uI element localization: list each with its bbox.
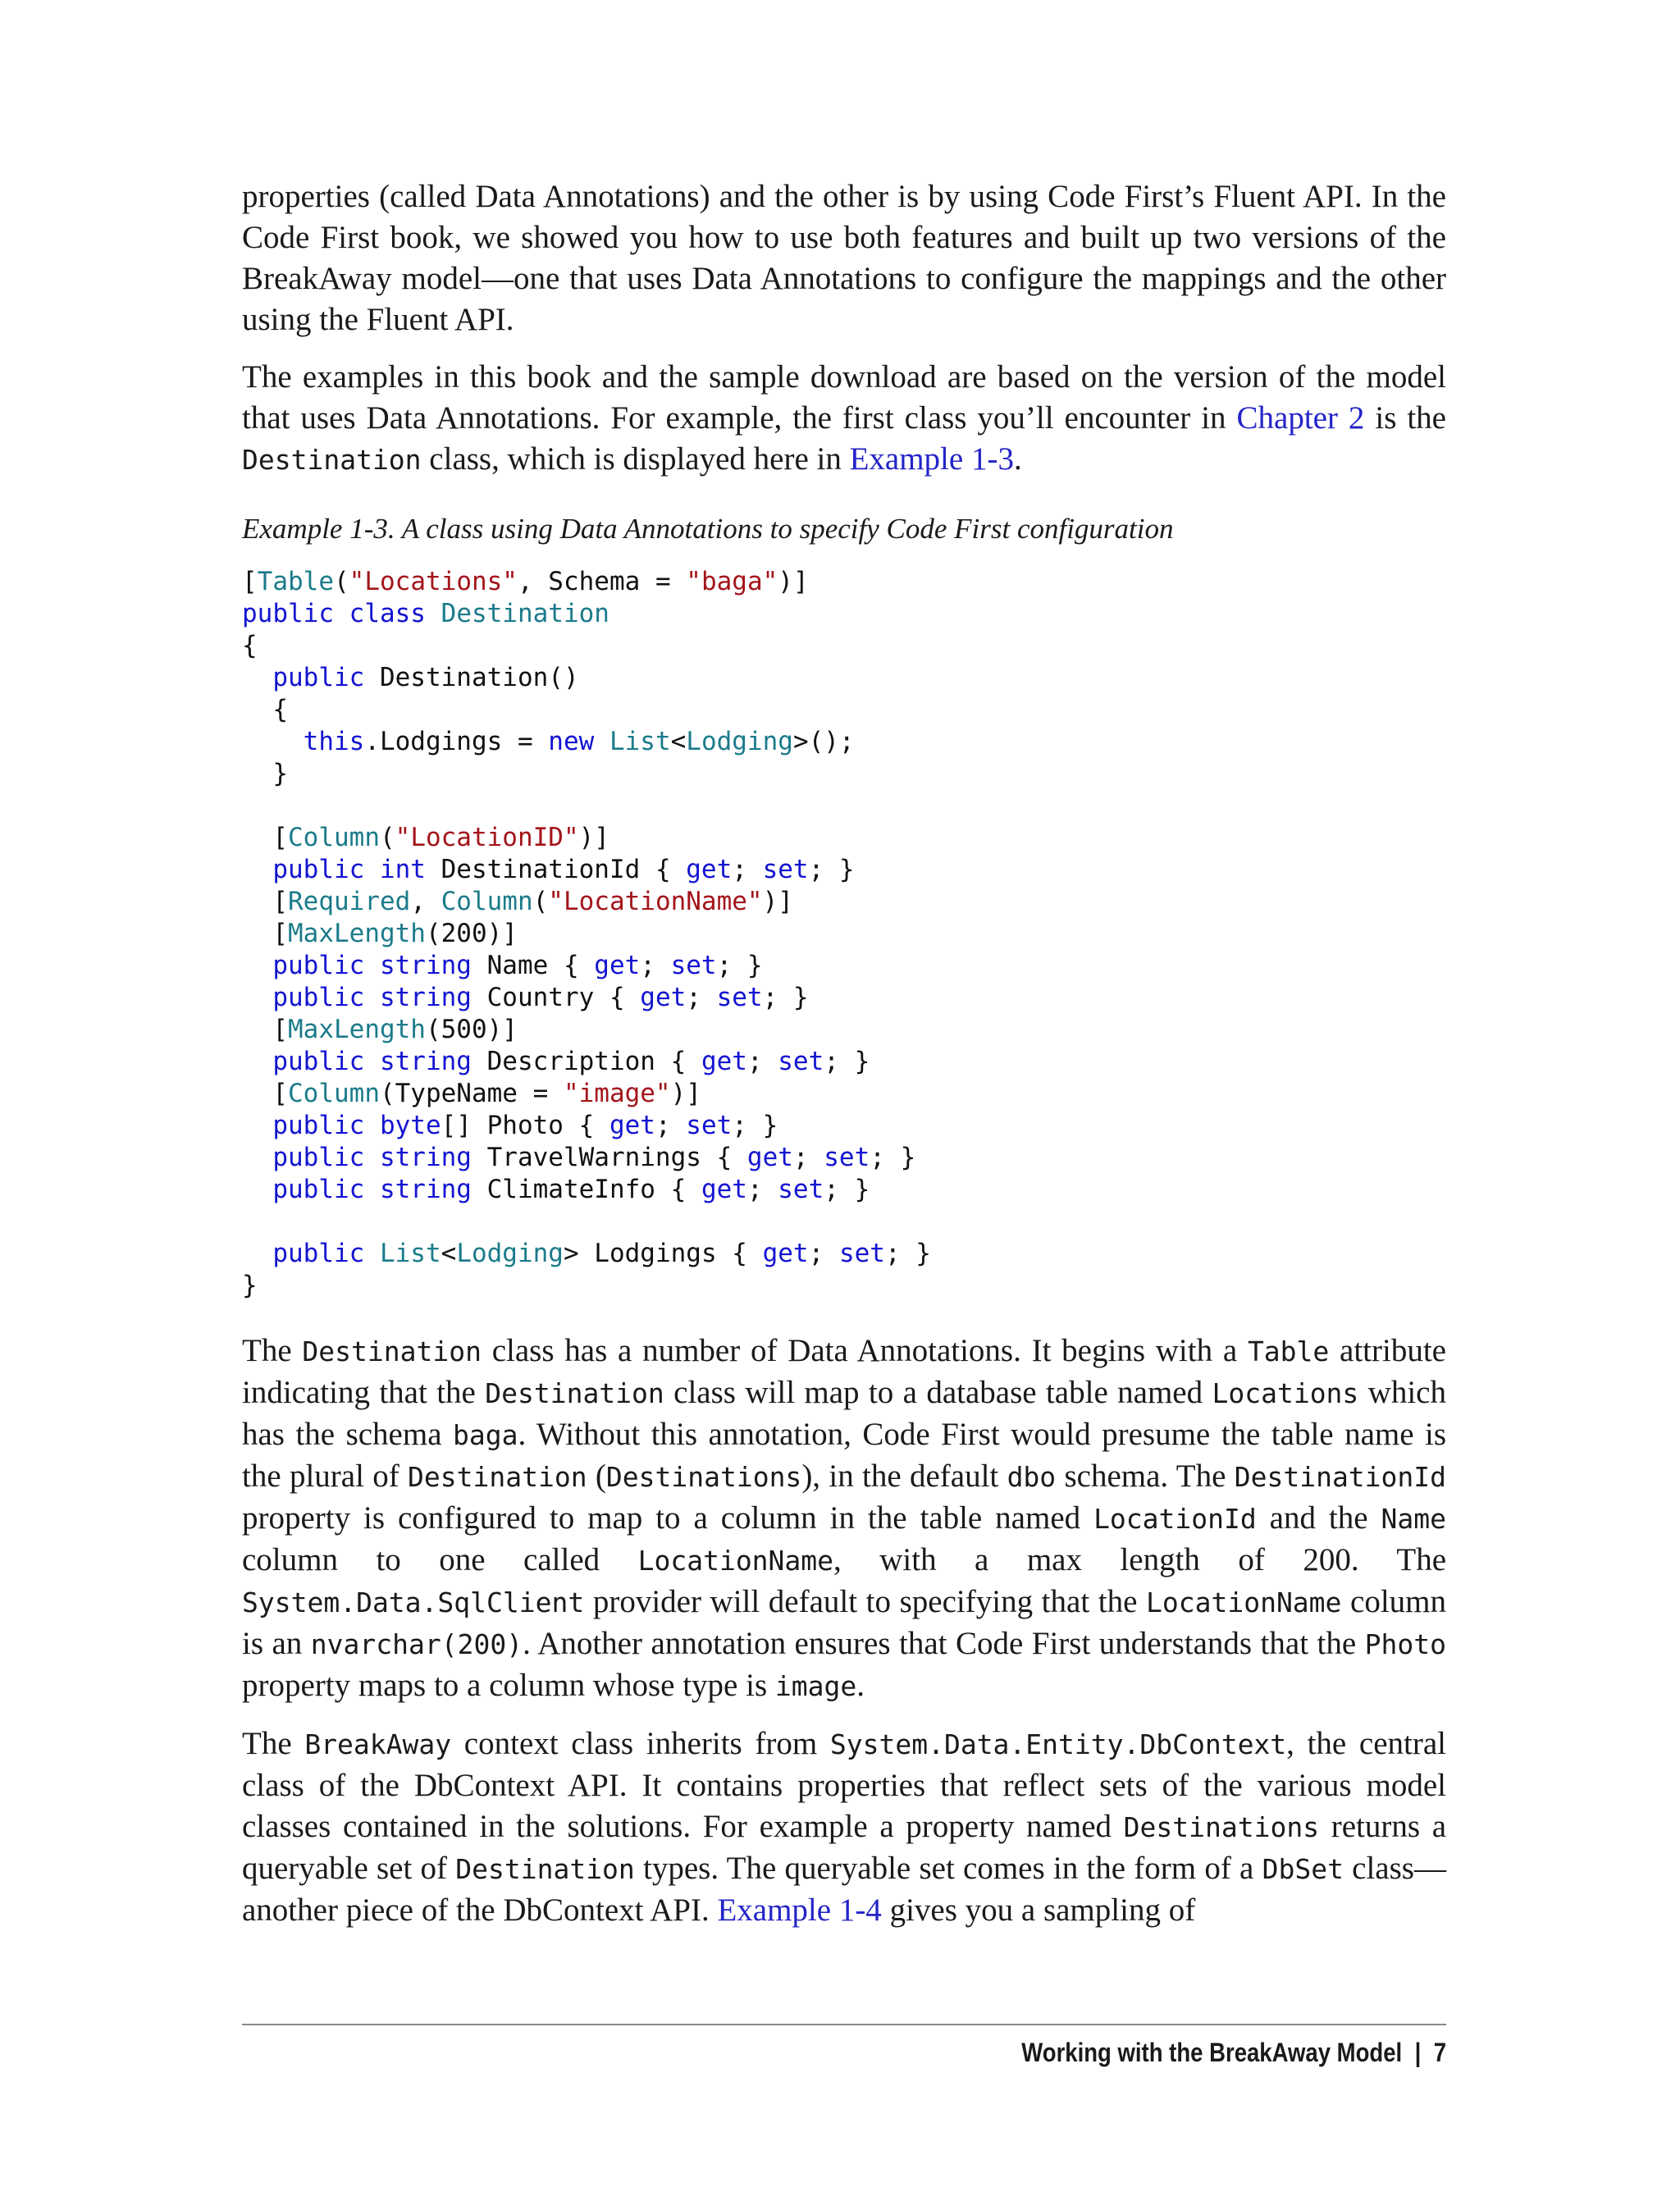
paragraph-text: . bbox=[856, 1668, 865, 1703]
code-text: (TypeName = bbox=[379, 1079, 564, 1108]
code-text: ; bbox=[746, 1047, 778, 1076]
inline-code: System.Data.Entity.DbContext bbox=[829, 1728, 1287, 1760]
code-text: ; bbox=[792, 1143, 824, 1172]
paragraph-text: property is configured to map to a column in the table named bbox=[242, 1500, 1094, 1536]
code-text: Destination() bbox=[364, 663, 579, 692]
code-text bbox=[242, 855, 272, 884]
code-type: MaxLength bbox=[288, 1015, 426, 1044]
code-line bbox=[242, 694, 931, 726]
paragraph-text: gives you a sampling of bbox=[881, 1892, 1196, 1928]
code-type: Destination bbox=[441, 599, 609, 628]
code-keyword: string bbox=[379, 951, 472, 980]
code-line bbox=[242, 1046, 931, 1078]
inline-code: DbSet bbox=[1262, 1853, 1344, 1885]
paragraph-text: context class inherits from bbox=[451, 1726, 830, 1761]
footer-section-title: Working with the BreakAway Model bbox=[1021, 2038, 1403, 2067]
code-keyword: string bbox=[379, 1143, 472, 1172]
code-listing bbox=[242, 566, 931, 1302]
code-keyword: string bbox=[379, 1175, 472, 1204]
code-keyword: byte bbox=[379, 1111, 441, 1140]
code-text: ( bbox=[379, 823, 395, 852]
code-text: DestinationId { bbox=[425, 855, 687, 884]
code-line bbox=[242, 726, 931, 758]
code-text bbox=[364, 1239, 380, 1268]
code-text bbox=[242, 1047, 272, 1076]
inline-code-destination: Destination bbox=[242, 444, 422, 476]
code-keyword: class bbox=[349, 599, 426, 628]
code-type: Lodging bbox=[686, 727, 793, 756]
code-keyword: public bbox=[272, 1111, 365, 1140]
body-text-bottom bbox=[242, 1331, 1446, 1947]
paragraph-text: class—another piece of the DbContext API. bbox=[242, 1851, 1446, 1928]
code-text: [ bbox=[242, 567, 258, 596]
code-text bbox=[242, 727, 304, 756]
explanation-paragraph bbox=[242, 1331, 1446, 1707]
inline-code: Destination bbox=[455, 1853, 635, 1885]
code-string: "LocationName" bbox=[548, 887, 763, 916]
inline-code: Destinations bbox=[605, 1461, 802, 1493]
paragraph-text: The bbox=[242, 1726, 305, 1761]
code-text: ; bbox=[808, 1239, 839, 1268]
code-keyword: int bbox=[379, 855, 426, 884]
code-text: } bbox=[242, 1271, 258, 1300]
code-text: ; bbox=[655, 1111, 687, 1140]
code-line bbox=[242, 630, 931, 662]
code-keyword: get bbox=[746, 1143, 793, 1172]
code-text bbox=[242, 1175, 272, 1204]
footer-separator: | bbox=[1414, 2038, 1422, 2067]
code-type: Lodging bbox=[456, 1239, 564, 1268]
code-keyword: set bbox=[716, 983, 763, 1012]
code-text: Name { bbox=[471, 951, 595, 980]
paragraph-text: . Without this annotation, Code First would presume the table name is the plural of bbox=[242, 1417, 1446, 1494]
code-text bbox=[242, 951, 272, 980]
inline-code: LocationName bbox=[637, 1545, 834, 1577]
inline-code: Destinations bbox=[1123, 1811, 1320, 1843]
code-keyword: set bbox=[824, 1143, 870, 1172]
code-keyword: this bbox=[303, 727, 365, 756]
code-text bbox=[364, 1175, 380, 1204]
code-keyword: get bbox=[762, 1239, 809, 1268]
paragraph-text: class has a number of Data Annotations. It begins with a bbox=[481, 1333, 1248, 1368]
code-text bbox=[334, 599, 349, 628]
code-keyword: public bbox=[272, 1175, 365, 1204]
code-keyword: get bbox=[686, 855, 733, 884]
code-line bbox=[242, 1014, 931, 1046]
inline-code: nvarchar(200) bbox=[310, 1628, 523, 1660]
inline-code: BreakAway bbox=[304, 1728, 452, 1760]
code-string: "image" bbox=[563, 1079, 671, 1108]
code-text: ; } bbox=[870, 1143, 916, 1172]
code-text bbox=[594, 727, 609, 756]
paragraph-text: types. The queryable set comes in the form of a bbox=[634, 1851, 1262, 1886]
code-keyword: set bbox=[686, 1111, 733, 1140]
code-type: Column bbox=[288, 1079, 380, 1108]
inline-code: Name bbox=[1381, 1503, 1446, 1535]
examples-paragraph bbox=[242, 357, 1446, 481]
code-text: ; bbox=[686, 983, 717, 1012]
page-number: 7 bbox=[1433, 2038, 1446, 2067]
paragraph-text: column to one called bbox=[242, 1542, 638, 1577]
code-text: } bbox=[242, 759, 288, 788]
code-keyword: public bbox=[272, 663, 365, 692]
inline-code: DestinationId bbox=[1234, 1461, 1447, 1493]
example-1-3-link[interactable]: Example 1-3 bbox=[849, 441, 1014, 477]
code-keyword: set bbox=[778, 1175, 824, 1204]
paragraph-text: , with a max length of 200. The bbox=[833, 1542, 1446, 1577]
code-line bbox=[242, 598, 931, 630]
examples-text-1: The examples in this book and the sample download are based on the version of the model that uses Data Annotations. For example, the first class you’ll encounter in bbox=[242, 359, 1446, 436]
code-text bbox=[242, 1143, 272, 1172]
code-line bbox=[242, 1174, 931, 1206]
code-text: ; } bbox=[716, 951, 763, 980]
code-text: )] bbox=[578, 823, 609, 852]
inline-code: LocationId bbox=[1093, 1503, 1257, 1535]
code-text: { bbox=[242, 631, 258, 660]
code-keyword: get bbox=[640, 983, 687, 1012]
code-line bbox=[242, 918, 931, 950]
code-text: ; bbox=[640, 951, 671, 980]
inline-code: System.Data.SqlClient bbox=[242, 1586, 585, 1618]
code-text: [] Photo { bbox=[441, 1111, 609, 1140]
code-text: { bbox=[242, 695, 288, 724]
paragraph-text: attribute indicating that the bbox=[242, 1333, 1446, 1410]
code-line bbox=[242, 1142, 931, 1174]
inline-code: Destination bbox=[485, 1377, 664, 1409]
paragraph-text: which has the schema bbox=[242, 1375, 1446, 1452]
paragraph-text: provider will default to specifying that the bbox=[584, 1584, 1146, 1619]
code-text: [ bbox=[242, 919, 288, 948]
code-text: >(); bbox=[792, 727, 855, 756]
paragraph-text: class will map to a database table named bbox=[664, 1375, 1212, 1410]
code-text bbox=[242, 983, 272, 1012]
code-line bbox=[242, 566, 931, 598]
code-keyword: public bbox=[242, 599, 334, 628]
paragraph-text: column is an bbox=[242, 1584, 1446, 1661]
inline-code: Photo bbox=[1364, 1628, 1446, 1660]
examples-text-2: is the bbox=[1364, 400, 1446, 436]
code-string: "Locations" bbox=[349, 567, 518, 596]
example-link[interactable]: Example 1-4 bbox=[717, 1892, 882, 1928]
code-text: TravelWarnings { bbox=[471, 1143, 747, 1172]
inline-code: Locations bbox=[1212, 1377, 1359, 1409]
code-text bbox=[364, 983, 380, 1012]
code-text: ; } bbox=[884, 1239, 931, 1268]
code-line bbox=[242, 1110, 931, 1142]
chapter-2-link[interactable]: Chapter 2 bbox=[1236, 400, 1365, 436]
code-keyword: public bbox=[272, 951, 365, 980]
paragraph-text: . Another annotation ensures that Code First understands that the bbox=[523, 1626, 1365, 1661]
code-text bbox=[364, 855, 380, 884]
code-text bbox=[364, 1047, 380, 1076]
inline-code: Table bbox=[1247, 1335, 1330, 1367]
body-text-top bbox=[242, 176, 1446, 497]
code-type: List bbox=[379, 1239, 441, 1268]
code-line bbox=[242, 662, 931, 694]
code-keyword: public bbox=[272, 983, 365, 1012]
context-paragraph bbox=[242, 1723, 1446, 1931]
paragraph-text: and the bbox=[1256, 1500, 1381, 1536]
code-text: ( bbox=[334, 567, 349, 596]
code-text: ; } bbox=[824, 1047, 870, 1076]
paragraph-text: The bbox=[242, 1333, 303, 1368]
code-type: MaxLength bbox=[288, 919, 426, 948]
code-text: ( bbox=[532, 887, 549, 916]
paragraph-text: returns a queryable set of bbox=[242, 1809, 1447, 1886]
code-text: [ bbox=[242, 823, 288, 852]
code-text: > Lodgings { bbox=[563, 1239, 763, 1268]
inline-code: LocationName bbox=[1146, 1586, 1342, 1618]
code-keyword: set bbox=[838, 1239, 885, 1268]
code-text: .Lodgings = bbox=[364, 727, 549, 756]
code-line bbox=[242, 1238, 931, 1270]
code-text bbox=[242, 663, 272, 692]
code-text: Country { bbox=[471, 983, 641, 1012]
paragraph-text: ), in the default bbox=[801, 1459, 1007, 1494]
examples-text-4: . bbox=[1013, 441, 1022, 477]
code-type: Column bbox=[441, 887, 533, 916]
code-text bbox=[426, 599, 441, 628]
code-line bbox=[242, 886, 931, 918]
code-keyword: string bbox=[379, 1047, 472, 1076]
code-keyword: get bbox=[701, 1047, 747, 1076]
inline-code: baga bbox=[452, 1419, 518, 1451]
code-keyword: public bbox=[272, 855, 365, 884]
code-keyword: set bbox=[762, 855, 809, 884]
code-line bbox=[242, 854, 931, 886]
code-keyword: set bbox=[670, 951, 717, 980]
code-text: [ bbox=[242, 887, 288, 916]
code-line bbox=[242, 1078, 931, 1110]
inline-code: Destination bbox=[408, 1461, 587, 1493]
code-type: Column bbox=[288, 823, 380, 852]
code-keyword: public bbox=[272, 1047, 365, 1076]
code-line bbox=[242, 758, 931, 790]
paragraph-text: , the central class of the DbContext API. It contains properties that reflect sets of the various model classes contained in the solutions. For example a property named bbox=[242, 1726, 1446, 1844]
code-keyword: new bbox=[548, 727, 595, 756]
code-text: ; bbox=[746, 1175, 778, 1204]
example-caption: Example 1-3. A class using Data Annotations to specify Code First configuration bbox=[242, 513, 1174, 545]
code-text bbox=[364, 951, 380, 980]
code-text bbox=[364, 1111, 380, 1140]
code-text: )] bbox=[762, 887, 793, 916]
code-text: ; } bbox=[808, 855, 855, 884]
code-text: < bbox=[670, 727, 687, 756]
paragraph-text: schema. The bbox=[1056, 1459, 1235, 1494]
code-keyword: get bbox=[701, 1175, 747, 1204]
code-line bbox=[242, 822, 931, 854]
code-text: ClimateInfo { bbox=[471, 1175, 701, 1204]
footer-rule bbox=[242, 2024, 1446, 2025]
code-string: "baga" bbox=[686, 567, 778, 596]
code-string: "LocationID" bbox=[395, 823, 579, 852]
code-keyword: public bbox=[272, 1239, 365, 1268]
inline-code: dbo bbox=[1007, 1461, 1057, 1493]
code-line bbox=[242, 1270, 931, 1302]
code-text: ; bbox=[732, 855, 763, 884]
paragraph-text: property maps to a column whose type is bbox=[242, 1668, 775, 1703]
code-text bbox=[242, 1239, 272, 1268]
code-text: ; } bbox=[762, 983, 809, 1012]
code-text: , bbox=[410, 887, 441, 916]
code-keyword: get bbox=[609, 1111, 655, 1140]
code-text: < bbox=[441, 1239, 457, 1268]
code-text: Description { bbox=[471, 1047, 701, 1076]
code-text: ; } bbox=[732, 1111, 778, 1140]
code-text: (500)] bbox=[425, 1015, 518, 1044]
code-type: List bbox=[609, 727, 671, 756]
code-text bbox=[364, 1143, 380, 1172]
code-text: , Schema = bbox=[517, 567, 687, 596]
code-text: [ bbox=[242, 1015, 288, 1044]
examples-text-3: class, which is displayed here in bbox=[421, 441, 850, 477]
page-footer bbox=[1021, 2034, 1446, 2070]
code-keyword: public bbox=[272, 1143, 365, 1172]
code-text bbox=[242, 1111, 272, 1140]
code-type: Table bbox=[257, 567, 334, 596]
paragraph-text: ( bbox=[587, 1459, 606, 1494]
code-text: )] bbox=[670, 1079, 701, 1108]
code-keyword: get bbox=[594, 951, 641, 980]
code-text: [ bbox=[242, 1079, 288, 1108]
code-text: ; } bbox=[824, 1175, 870, 1204]
code-type: Required bbox=[288, 887, 411, 916]
code-text: (200)] bbox=[425, 919, 518, 948]
code-line bbox=[242, 982, 931, 1014]
code-line bbox=[242, 950, 931, 982]
code-line bbox=[242, 790, 931, 822]
inline-code: image bbox=[774, 1670, 857, 1702]
code-text: )] bbox=[778, 567, 809, 596]
code-keyword: string bbox=[379, 983, 472, 1012]
intro-paragraph: properties (called Data Annotations) and the other is by using Code First’s Fluent API. In the Code First book, we showed you how to use both features and built up two versions of the BreakAway model—one that uses Data Annotations to configure the mappings and the other using the Fluent API. bbox=[242, 179, 1446, 337]
inline-code: Destination bbox=[302, 1335, 482, 1367]
code-line bbox=[242, 1206, 931, 1238]
code-keyword: set bbox=[778, 1047, 824, 1076]
